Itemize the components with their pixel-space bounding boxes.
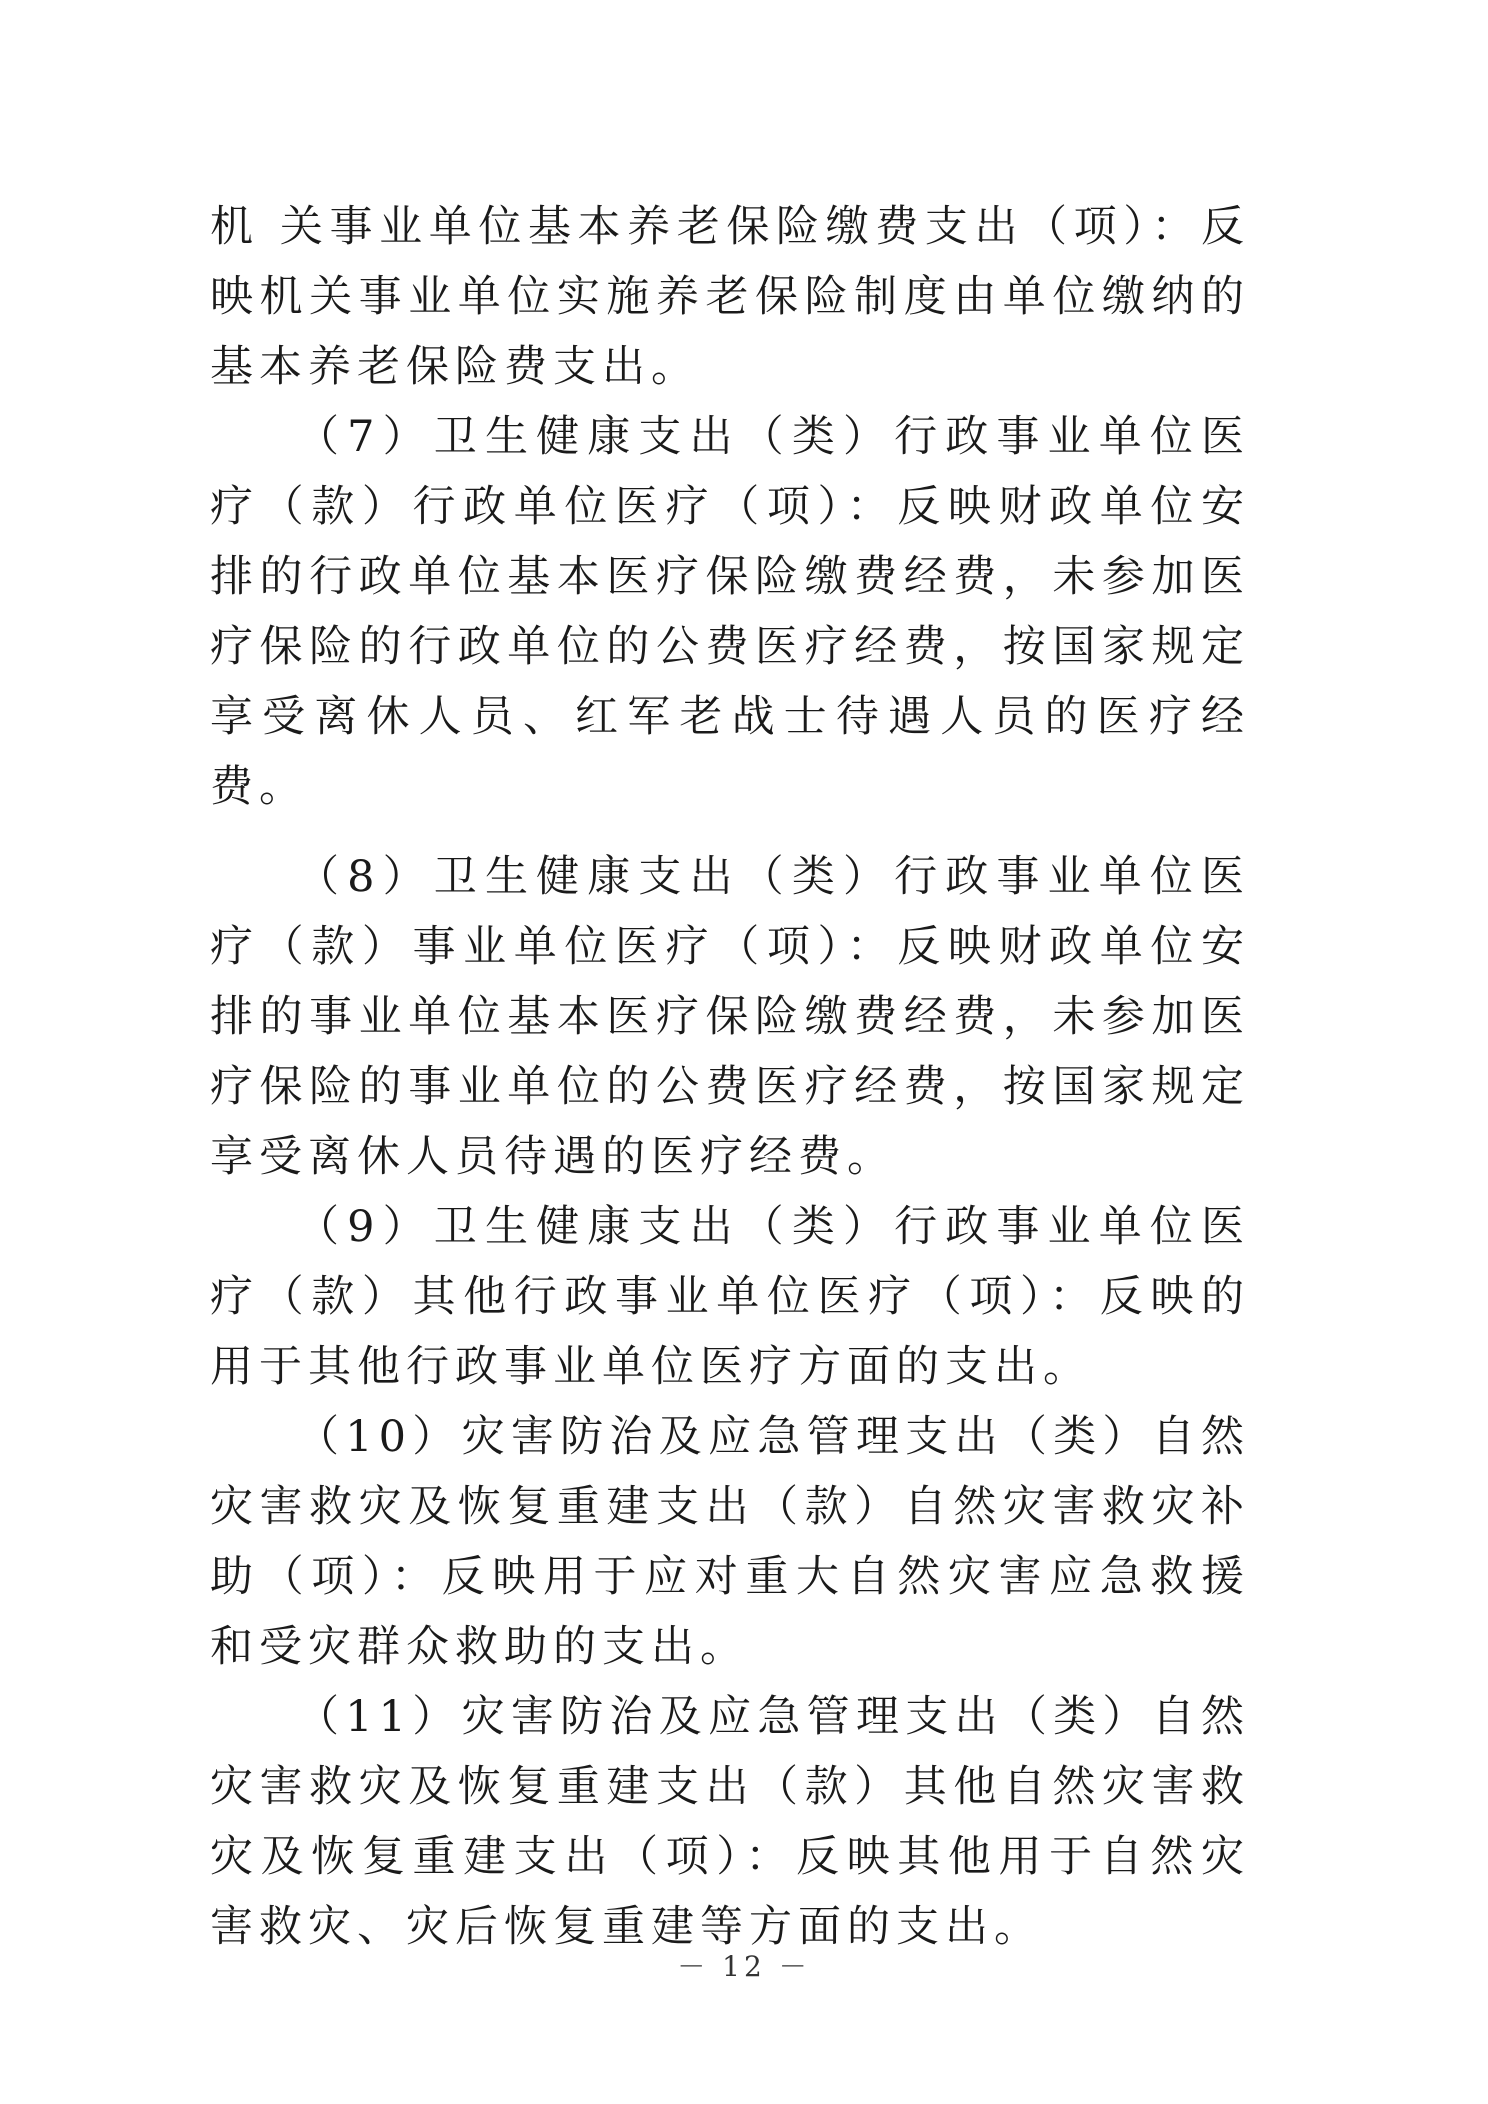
paragraph-item-10: （10）灾害防治及应急管理支出（类）自然灾害救灾及恢复重建支出（款）自然灾害救灾补助（项）：反映用于应对重大自然灾害应急救援和受灾群众救助的支出。 xyxy=(210,1412,1250,1672)
paragraph-item-7: （7）卫生健康支出（类）行政事业单位医疗（款）行政单位医疗（项）：反映财政单位安排的行政单位基本医疗保险缴费经费，未参加医疗保险的行政单位的公费医疗经费，按国家规定享受离休人员、红军老战士待遇人员的医疗经费。 xyxy=(210,412,1250,812)
document-body xyxy=(210,192,1250,1962)
paragraph-pension-continuation: 机 关事业单位基本养老保险缴费支出（项）：反映机关事业单位实施养老保险制度由单位缴纳的基本养老保险费支出。 xyxy=(210,202,1250,392)
paragraph-item-11: （11）灾害防治及应急管理支出（类）自然灾害救灾及恢复重建支出（款）其他自然灾害救灾及恢复重建支出（项）：反映其他用于自然灾害救灾、灾后恢复重建等方面的支出。 xyxy=(210,1692,1250,1952)
paragraph-item-8: （8）卫生健康支出（类）行政事业单位医疗（款）事业单位医疗（项）：反映财政单位安排的事业单位基本医疗保险缴费经费，未参加医疗保险的事业单位的公费医疗经费，按国家规定享受离休人员待遇的医疗经费。 xyxy=(210,852,1250,1182)
page-number: － 12 － xyxy=(677,1950,811,1983)
paragraph-item-9: （9）卫生健康支出（类）行政事业单位医疗（款）其他行政事业单位医疗（项）：反映的用于其他行政事业单位医疗方面的支出。 xyxy=(210,1202,1250,1392)
